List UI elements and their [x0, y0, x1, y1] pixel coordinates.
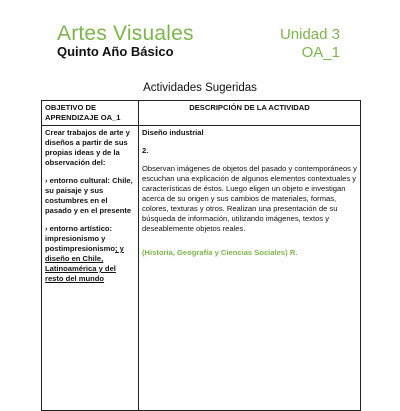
table-row — [42, 126, 361, 411]
activity-table — [41, 100, 361, 411]
objective-artistic-a: › entorno artístico: impresionismo y postimpresionismo — [45, 224, 116, 253]
objective-intro: Crear trabajos de arte y diseños a partir de sus propias ideas y de la observación del: — [45, 128, 130, 167]
header-description: DESCRIPCIÓN DE LA ACTIVIDAD — [139, 101, 361, 126]
objective-artistic — [45, 224, 135, 284]
activity-description: Observan imágenes de objetos del pasado y contemporáneos y escuchan una explicación de algunos elementos contextuales y características de éstos. Luego eligen un objeto e investigan acerca de su origen y sus cambios de materiales, formas, colores, texturas y otros. Realizan una presentación de su búsqueda de información, utilizando imágenes, textos y deseablemente objetos reales. — [142, 164, 357, 233]
header-title: Artes Visuales — [57, 22, 194, 45]
description-cell — [139, 126, 361, 411]
header-objective: OBJETIVO DE APRENDIZAJE OA_1 — [42, 101, 139, 126]
objective-cell — [42, 126, 139, 411]
activity-integration: (Historia, Geografía y Ciencias Sociales) R. — [142, 248, 298, 257]
activity-name: Diseño industrial — [142, 128, 204, 137]
section-title: Actividades Sugeridas — [143, 82, 257, 94]
header-oa: OA_1 — [301, 44, 340, 61]
objective-artistic-b: ; y diseño en Chile, Latinoamérica y del resto del mundo — [45, 244, 124, 283]
objective-cultural: › entorno cultural: Chile, su paisaje y sus costumbres en el pasado y en el presente — [45, 176, 133, 215]
activity-number: 2. — [142, 146, 149, 155]
header-subtitle: Quinto Año Básico — [57, 44, 174, 59]
header-unit: Unidad 3 — [279, 26, 340, 43]
table-header-row — [42, 101, 361, 126]
